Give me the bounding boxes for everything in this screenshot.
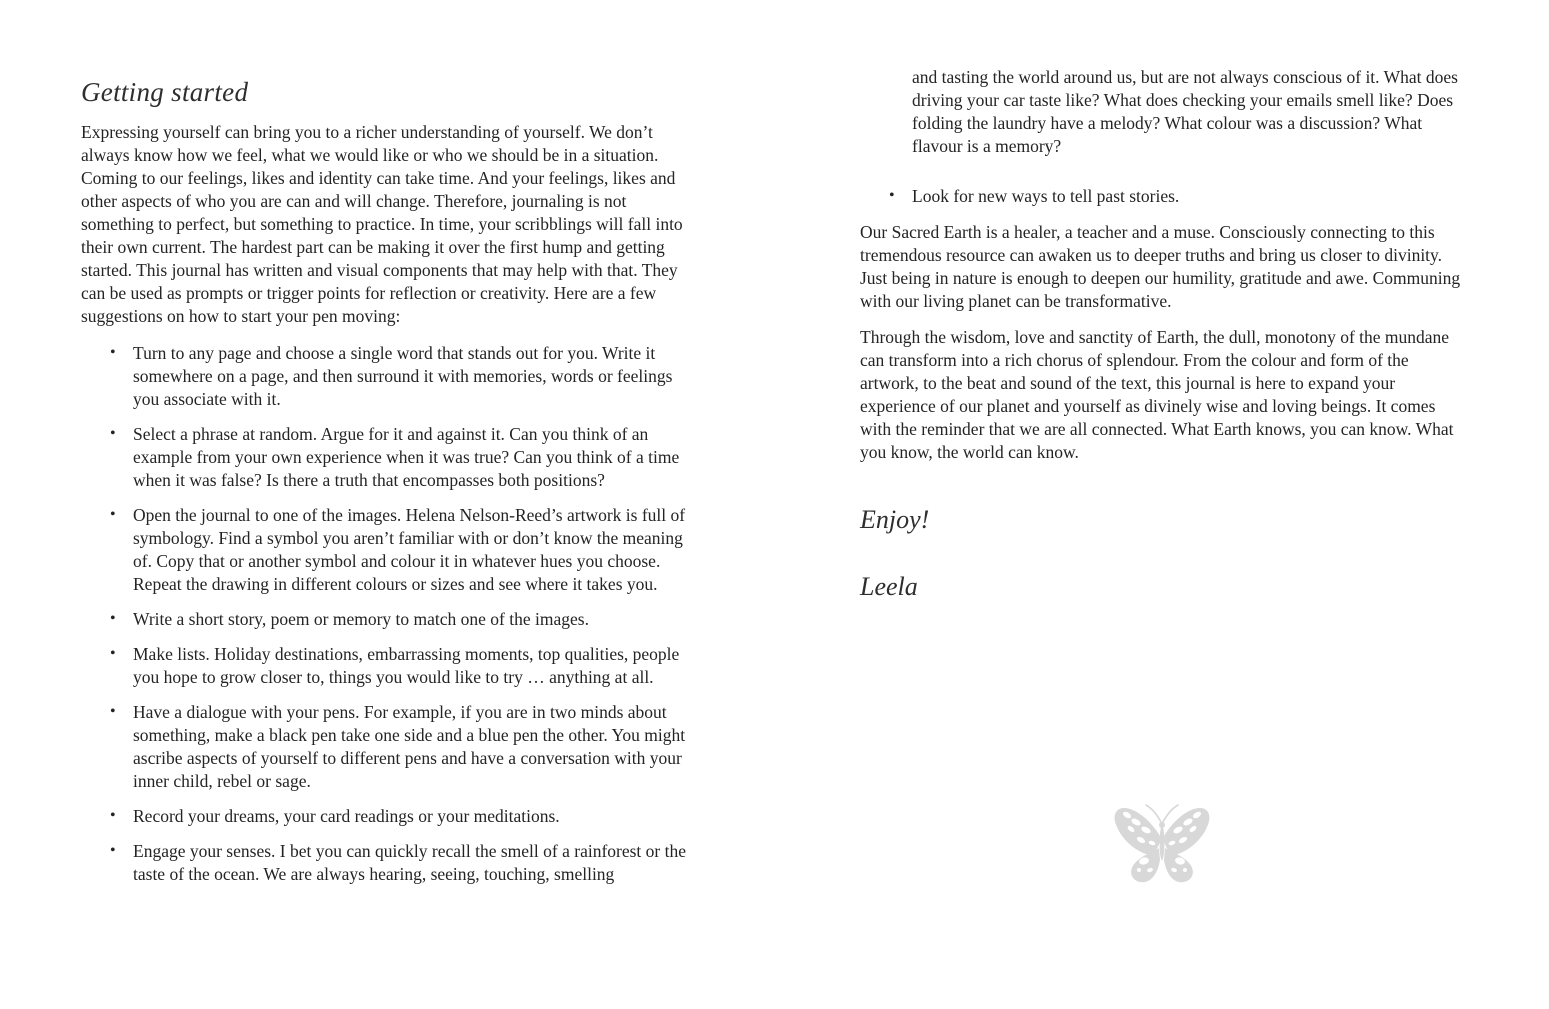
butterfly-icon [1110, 796, 1214, 886]
list-item-text: Select a phrase at random. Argue for it and against it. Can you think of an example from your own experience when it was true? Can you think of a time when it was false? Is there a truth that encompasses both positions? [133, 424, 680, 490]
body-paragraph: Through the wisdom, love and sanctity of Earth, the dull, monotony of the mundane can transform into a rich chorus of splendour. From the colour and form of the artwork, to the beat and sound of the text, this journal is here to expand your experience of our planet and yourself as divinely wise and loving beings. It comes with the reminder that we are all connected. What Earth knows, you can know. What you know, the world can know. [860, 327, 1454, 462]
list-item [81, 608, 687, 631]
intro-paragraph: Expressing yourself can bring you to a richer understanding of yourself. We don’t always know how we feel, what we would like or who we should be in a situation. Coming to our feelings, likes and identity can take time. And your feelings, likes and other aspects of who you are can and will change. Therefore, journaling is not something to perfect, but something to practice. In time, your scribblings will fall into their own current. The hardest part can be making it over the first hump and getting started. This journal has written and visual components that may help with that. They can be used as prompts or trigger points for reflection or creativity. Here are a few suggestions on how to start your pen moving: [81, 122, 683, 326]
continuation-paragraph: and tasting the world around us, but are not always conscious of it. What does driving your car taste like? What does checking your emails smell like? Does folding the laundry have a melody? What colour was a discussion? What flavour is a memory? [912, 67, 1458, 156]
author-signature: Leela [860, 572, 918, 601]
list-item-text: Open the journal to one of the images. Helena Nelson-Reed’s artwork is full of symbology. Find a symbol you aren’t familiar with or don’t know the meaning of. Copy that or another symbol and colour it in whatever hues you choose. Repeat the drawing in different colours or sizes and see where it takes you. [133, 505, 686, 594]
bullet-icon: • [110, 344, 116, 361]
right-page [860, 0, 1467, 603]
left-page [81, 0, 687, 898]
list-item-text: Make lists. Holiday destinations, embarrassing moments, top qualities, people you hope to grow closer to, things you would like to try … anything at all. [133, 644, 680, 687]
bullet-icon: • [110, 425, 116, 442]
body-paragraph: Our Sacred Earth is a healer, a teacher and a muse. Consciously connecting to this tremendous resource can awaken us to deeper truths and bring us closer to divinity. Just being in nature is enough to deepen our humility, gratitude and awe. Communing with our living planet can be transformative. [860, 222, 1461, 311]
list-item [81, 840, 687, 886]
signoff-text: Enjoy! [860, 505, 930, 534]
bullet-icon: • [889, 187, 895, 204]
list-item-text: Have a dialogue with your pens. For example, if you are in two minds about something, make a black pen take one side and a blue pen the other. You might ascribe aspects of yourself to different pens and have a conversation with your inner child, rebel or sage. [133, 702, 686, 791]
list-item [81, 423, 687, 492]
list-item [860, 185, 1467, 208]
list-item-text: Engage your senses. I bet you can quickly recall the smell of a rainforest or the taste of the ocean. We are always hearing, seeing, touching, smelling [133, 841, 687, 884]
suggestions-list-continued [860, 185, 1467, 208]
list-item-text: Record your dreams, your card readings or your meditations. [133, 806, 560, 826]
list-item [81, 643, 687, 689]
suggestions-list [81, 342, 687, 886]
list-item [81, 504, 687, 596]
bullet-icon: • [110, 506, 116, 523]
list-item-text: Look for new ways to tell past stories. [912, 186, 1180, 206]
bullet-icon: • [110, 842, 116, 859]
list-item [81, 701, 687, 793]
list-item [81, 342, 687, 411]
bullet-icon: • [110, 610, 116, 627]
list-item-text: Turn to any page and choose a single word that stands out for you. Write it somewhere on a page, and then surround it with memories, words or feelings you associate with it. [133, 343, 673, 409]
bullet-icon: • [110, 645, 116, 662]
section-heading: Getting started [81, 77, 249, 107]
list-item [81, 805, 687, 828]
bullet-icon: • [110, 807, 116, 824]
bullet-icon: • [110, 703, 116, 720]
list-item-text: Write a short story, poem or memory to match one of the images. [133, 609, 589, 629]
